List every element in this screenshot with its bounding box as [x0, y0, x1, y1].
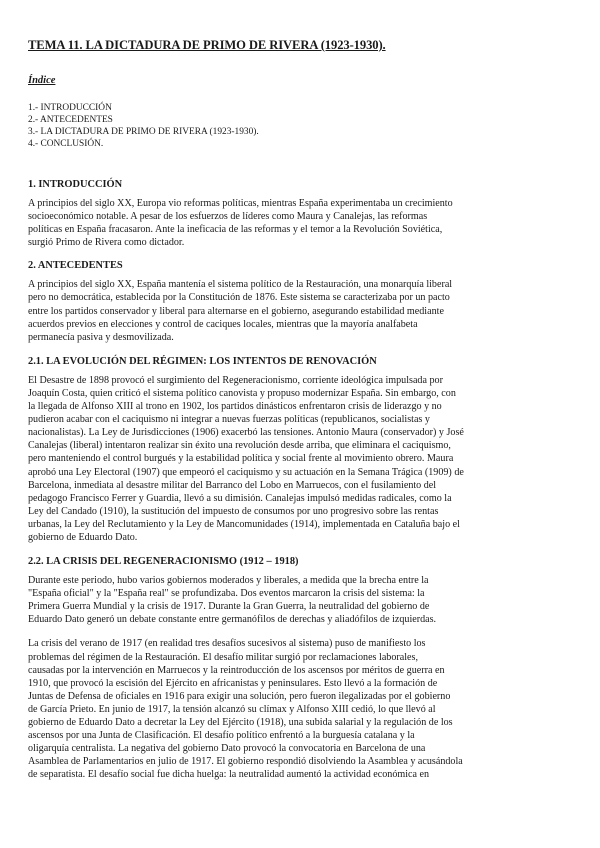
text-line: La crisis del verano de 1917 (en realidad tres desafíos sucesivos al sistema) puso de manifiesto los: [28, 638, 426, 650]
text-line: gobierno de Eduardo Dato.: [28, 531, 138, 543]
text-line: socioeconómico notable. A pesar de los esfuerzos de líderes como Maura y Canalejas, las reformas: [28, 211, 428, 223]
section-heading-crisis: 2.2. LA CRISIS DEL REGENERACIONISMO (1912 – 1918): [28, 556, 299, 568]
text-line: causadas por la intervención en Marruecos y la reintroducción de los ascensos por méritos de guerra en: [28, 664, 445, 676]
text-line: urbanas, la Ley del Reclutamiento y la Ley de Mancomunidades (1914), implementada en Cataluña bajo el: [28, 518, 460, 530]
text-line: surgió Primo de Rivera como dictador.: [28, 237, 185, 249]
index-item: 3.- LA DICTADURA DE PRIMO DE RIVERA (1923-1930).: [28, 127, 259, 137]
text-line: Primera Guerra Mundial y la crisis de 1917. Durante la Gran Guerra, la neutralidad del gobierno de: [28, 601, 430, 613]
text-line: gobierno de Eduardo Dato a decretar la Ley del Ejército (1918), una subida salarial y la regulación de los: [28, 717, 453, 728]
section-heading-introduccion: 1. INTRODUCCIÓN: [28, 179, 123, 190]
section-heading-evolucion: 2.1. LA EVOLUCIÓN DEL RÉGIMEN: LOS INTENTOS DE RENOVACIÓN: [28, 355, 377, 367]
document-title: TEMA 11. LA DICTADURA DE PRIMO DE RIVERA (1923-1930).: [28, 38, 386, 52]
text-line: de separatista. El desafío social fue dicha huelga: la neutralidad aumentó la actividad económica en: [28, 769, 430, 781]
paragraph-crisis-1: [28, 574, 576, 626]
text-line: Eduardo Dato generó un debate constante entre germanófilos de derechas y aliadófilos de izquierdas.: [28, 614, 437, 626]
text-line: Ley del Candado (1910), la sustitución del impuesto de consumos por uno progresivo sobre las rentas: [28, 505, 439, 517]
text-line: "España oficial" y la "España real" se profundizaba. Dos eventos marcaron la crisis del sistema: la: [28, 588, 425, 600]
text-line: Barcelona, inmediata al desastre militar del Barranco del Lobo en Marruecos, con el fusilamiento del: [28, 479, 437, 491]
text-line: ascensos por una Junta de Clasificación. El desafío político enfrentó a la burguesía catalana y la: [28, 730, 415, 742]
text-line: de García Prieto. En junio de 1917, la tensión alcanzó su clímax y Alfonso XIII cedió, lo que llevó al: [28, 703, 436, 715]
text-line: la llegada de Alfonso XIII al trono en 1902, los partidos dinásticos enfrentaron crisis de liderazgo y no: [28, 401, 442, 413]
text-line: pudieron acabar con el caciquismo ni integrar a nuevas fuerzas políticas (republicanos, socialistas y: [28, 414, 430, 426]
text-line: entre los partidos conservador y liberal para alternarse en el gobierno, asegurando estabilidad mediante: [28, 305, 444, 317]
text-line: El Desastre de 1898 provocó el surgimiento del Regeneracionismo, corriente ideológica impulsada por: [28, 374, 443, 386]
text-line: A principios del siglo XX, España mantenía el sistema político de la Restauración, una monarquía liberal: [28, 279, 453, 291]
document-page: [28, 38, 576, 781]
paragraph-antecedentes: [28, 278, 576, 343]
text-line: permanecía pasiva y desmovilizada.: [28, 331, 174, 343]
text-line: nacionalistas). La Ley de Jurisdicciones (1906) exacerbó las tensiones. Antonio Maura (conservador) y José: [28, 427, 464, 439]
text-line: Juntas de Defensa de oficiales en 1916 para exigir una solución, pero fueron ilegalizadas por el gobierno: [28, 690, 451, 702]
text-line: políticas en España fracasaron. Ante la ineficacia de las reformas y el temor a la Revolución Soviética,: [28, 224, 443, 236]
index-list: [28, 102, 576, 150]
index-item: 2.- ANTECEDENTES: [28, 115, 113, 125]
paragraph-evolucion: [28, 374, 576, 544]
text-line: Canalejas (liberal) intentaron realizar sin éxito una revolución desde arriba, que eliminara el caciquismo,: [28, 440, 451, 452]
index-item: 1.- INTRODUCCIÓN: [28, 103, 112, 113]
text-line: oligarquía centralista. La negativa del gobierno Dato provocó la convocatoria en Barcelona de una: [28, 743, 426, 755]
text-line: acuerdos previos en elecciones y control de caciques locales, mientras que la mayoría analfabeta: [28, 318, 418, 330]
index-title: Índice: [28, 75, 56, 86]
paragraph-introduccion: [28, 197, 576, 249]
paragraph-crisis-2: [28, 637, 576, 781]
index-item: 4.- CONCLUSIÓN.: [28, 139, 104, 149]
text-line: Joaquín Costa, quien criticó el sistema político canovista y propuso modernizar España. Sin embargo, con: [28, 387, 456, 399]
text-line: Durante este periodo, hubo varios gobiernos moderados y liberales, a medida que la brecha entre la: [28, 575, 429, 587]
text-line: problemas del régimen de la Restauración. El desafío militar surgió por reclamaciones laborales,: [28, 651, 418, 663]
section-heading-antecedentes: 2. ANTECEDENTES: [28, 260, 123, 272]
text-line: 1910, que provocó la escisión del Ejército en africanistas y peninsulares. Esto llevó a la formación de: [28, 677, 438, 689]
text-line: pero manteniendo el control burgués y la estabilidad política y social frente al movimiento obrero. Maura: [28, 453, 454, 465]
text-line: pero no democrática, establecida por la Constitución de 1876. Este sistema se caracterizaba por un pacto: [28, 292, 450, 304]
text-line: A principios del siglo XX, Europa vio reformas políticas, mientras España experimentaba un crecimiento: [28, 198, 453, 209]
text-line: Asamblea de Parlamentarios en julio de 1917. El gobierno respondió disolviendo la Asamblea y acusándola: [28, 756, 463, 768]
text-line: pedagogo Francisco Ferrer y Guardia, llevó a su dimisión. Canalejas impulsó medidas radicales, como la: [28, 492, 452, 504]
text-line: aprobó una Ley Electoral (1907) que empeoró el caciquismo y su actuación en la Semana Trágica (1909) de: [28, 466, 464, 478]
